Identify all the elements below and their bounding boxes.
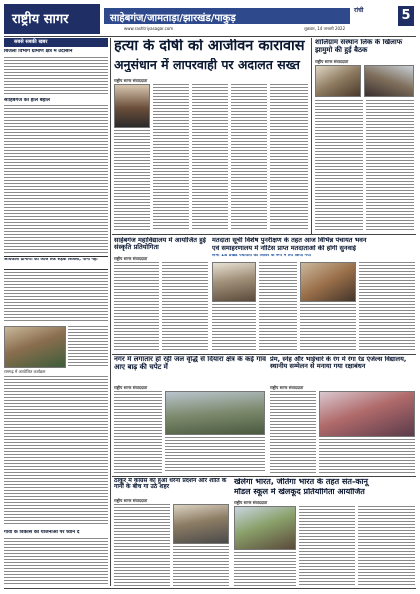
congress-photo-image xyxy=(174,505,228,543)
right-top-text-1 xyxy=(315,100,363,230)
lead-text-col4 xyxy=(231,84,267,230)
lead-text-col5 xyxy=(270,84,308,230)
water-byline: राष्ट्रीय सागर संवाददाता xyxy=(114,385,148,390)
lead-text-col2 xyxy=(153,84,189,230)
voter-text-1 xyxy=(212,304,256,352)
mid-divider-1 xyxy=(112,234,416,235)
left-text-6 xyxy=(4,538,108,584)
mid-divider-2 xyxy=(112,354,416,355)
voter-subhead: सभी 18 प्रखंड पंचायतों को शिविर के रूप में तय किया गया xyxy=(212,254,311,258)
congress-photo xyxy=(173,504,229,544)
edition-bar xyxy=(104,8,350,24)
congress-text-2 xyxy=(173,546,229,586)
right-top-byline: राष्ट्रीय सागर संवाददाता xyxy=(315,59,349,64)
lead-headline-line2: अनुसंधान में लापरवाही पर अदालत सख्त xyxy=(114,58,300,72)
section-label: सबसे सबकी खबर xyxy=(4,38,108,47)
right-top-photo xyxy=(315,65,361,97)
mid-divider-3 xyxy=(112,476,416,477)
sports-text-3 xyxy=(358,506,415,586)
left-text-3 xyxy=(4,272,108,322)
left-photo-caption: रामगढ़ में आयोजित कार्यक्रम xyxy=(4,369,46,374)
right-top-photo-2 xyxy=(364,65,414,97)
left-headline-2: साहिबगंज का हाल बेहाल xyxy=(4,98,50,103)
water-photo-image xyxy=(166,392,264,434)
left-text-5 xyxy=(4,376,108,526)
voter-photo-image xyxy=(213,263,255,301)
voter-headline-line1: मतदाता सूची विशेष पुनरीक्षण के तहत आज विभिन्न पंचायत भवन xyxy=(212,237,367,244)
lead-photo-image xyxy=(115,85,149,127)
lead-text-col3 xyxy=(192,84,228,230)
lead-byline: राष्ट्रीय सागर संवाददाता xyxy=(114,78,148,83)
left-text-1 xyxy=(4,57,108,95)
masthead-title-block xyxy=(4,4,100,34)
water-text-2 xyxy=(165,437,265,473)
voter-photo-2-image xyxy=(301,263,355,301)
left-text-2 xyxy=(4,105,108,255)
lead-photo xyxy=(114,84,150,128)
left-column xyxy=(4,38,108,586)
sports-photo-image xyxy=(235,507,295,549)
left-column-divider xyxy=(110,38,111,586)
left-box xyxy=(4,256,108,270)
paper-name: राष्ट्रीय सागर xyxy=(12,12,69,27)
sports-headline-line2: मॉडल स्कूल में खेलकूद प्रतियोगिता आयोजित xyxy=(234,488,365,496)
edition-text: साहेबगंज/जामताड़ा/झारखंड/पाकुड़ xyxy=(110,13,236,24)
masthead-divider xyxy=(4,36,416,37)
sahebganj-headline: साहेबगंज महाविद्यालय में आयोजित हुई संस्कृति प्रतियोगिता xyxy=(114,237,206,252)
voter-photo xyxy=(212,262,256,302)
sports-photo xyxy=(234,506,296,550)
sports-byline: राष्ट्रीय सागर संवाददाता xyxy=(234,500,268,505)
page-number: 5 xyxy=(398,6,414,26)
sports-headline-line1: खेलेगा भारत, जीतेगा भारत के तहत संत-कानू xyxy=(234,478,368,486)
congress-byline: राष्ट्रीय सागर संवाददाता xyxy=(114,498,148,503)
sub-date: शुक्रवार, 14 जनवरी 2022 xyxy=(304,26,346,31)
right-top-headline: शालिग्राम संस्थान लिक के खिलाफ झामुमो की हुई बैठक xyxy=(315,39,403,54)
voter-headline-line2: एवं समाहरणालय में नोटिस प्राप्त मतदाताओं की होगी सुनवाई xyxy=(212,245,356,252)
love-photo-image xyxy=(320,392,414,436)
congress-headline: ठाकुर में कांग्रेस का हुआ धरना प्रदर्शन और शांति के गानों के बीच गा उठे शहर xyxy=(114,478,227,491)
web-line: www.rashtriyasagar.com xyxy=(124,26,174,31)
date-line: रांची xyxy=(354,7,364,14)
sports-text-2 xyxy=(299,506,355,586)
right-top-photo-image xyxy=(316,66,360,96)
voter-text-4 xyxy=(359,262,415,352)
right-top-text-2 xyxy=(366,100,414,230)
sahebganj-text-2 xyxy=(162,262,208,352)
sports-text-1 xyxy=(234,552,296,586)
lead-text-col1 xyxy=(114,130,150,230)
center-divider xyxy=(311,38,312,234)
congress-text-1 xyxy=(114,504,170,586)
left-headline-1: बिजली विभाग ग्रामीण क्षेत्र में उदासीन xyxy=(4,49,73,54)
left-photo xyxy=(4,326,66,368)
sahebganj-byline: राष्ट्रीय सागर संवाददाता xyxy=(114,256,148,261)
love-byline: राष्ट्रीय सागर संवाददाता xyxy=(270,385,304,390)
love-headline: प्रेम, स्नेह और भाईचारे के रंग में रंगा रेड एंजेल्स विद्यालय, स्थानीय सम्मेलन से मनाया गया रक्षाबंधन xyxy=(270,356,407,371)
left-box-headline: अधिकांश ग्रामीणों को आज तक सड़क बिजली, पानी नहीं xyxy=(4,258,98,262)
masthead xyxy=(4,4,416,34)
love-text-2 xyxy=(319,439,415,473)
left-photo-image xyxy=(5,327,65,367)
voter-text-2 xyxy=(259,262,297,352)
water-headline: नगर में लगातार हो रही जल वृद्धि से दियारा क्षेत्र के कई गांव आए बाढ़ की चपेट में xyxy=(114,356,266,371)
love-photo xyxy=(319,391,415,437)
love-text-1 xyxy=(270,391,316,473)
water-text-1 xyxy=(114,391,162,473)
sahebganj-text-1 xyxy=(114,262,159,352)
right-top-photo-2-image xyxy=(365,66,413,96)
voter-photo-2 xyxy=(300,262,356,302)
water-photo xyxy=(165,391,265,435)
bottom-divider xyxy=(4,588,416,589)
voter-text-3 xyxy=(300,304,356,352)
left-footer-headline: गांवों के विकास की योजनाओं पर ध्यान दें xyxy=(4,530,80,535)
lead-headline-line1: हत्या के दोषी को आजीवन कारावास xyxy=(114,39,305,54)
left-text-4 xyxy=(68,326,108,368)
